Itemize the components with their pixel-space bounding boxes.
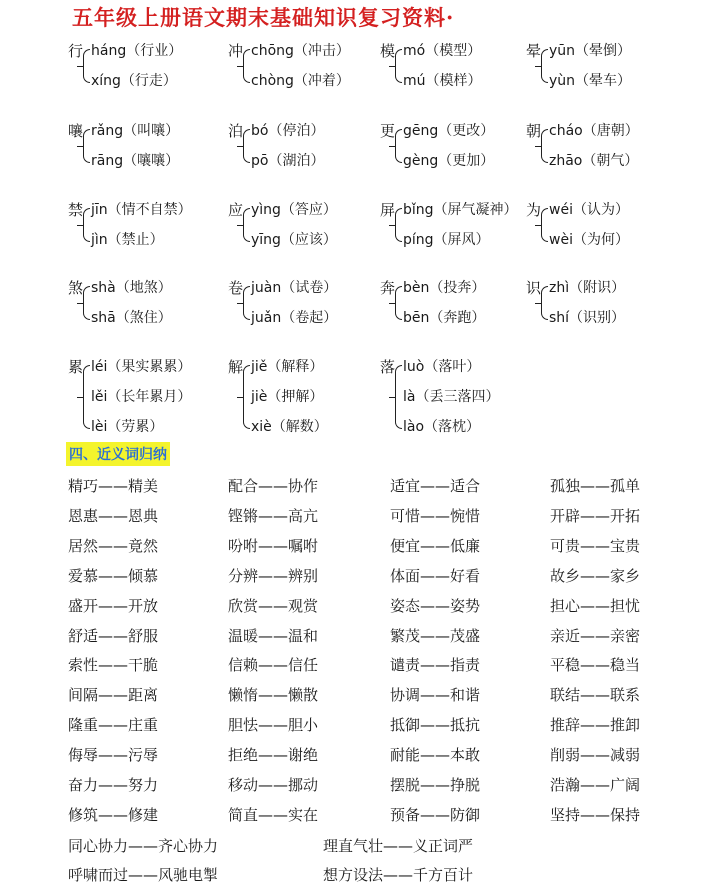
synonym-pair: 可惜——惋惜 xyxy=(390,506,481,525)
synonym-pair: 居然——竟然 xyxy=(68,536,159,555)
polyphone-reading: yūn（晕倒） xyxy=(549,43,632,59)
synonym-pair: 间隔——距离 xyxy=(68,686,159,705)
polyphone-reading: lèi（劳累） xyxy=(91,419,164,435)
polyphone-reading: luò（落叶） xyxy=(403,359,481,375)
polyphone-reading: xíng（行走） xyxy=(91,73,177,89)
synonym-pair: 削弱——减弱 xyxy=(550,746,641,765)
synonym-pair: 修筑——修建 xyxy=(68,805,159,824)
synonym-pair: 孤独——孤单 xyxy=(550,477,641,495)
brace-icon xyxy=(395,129,402,163)
synonym-pair: 舒适——舒服 xyxy=(68,626,159,645)
polyphone-char: 晕 xyxy=(526,42,542,60)
polyphone-reading: wèi（为何） xyxy=(549,232,629,248)
brace-icon xyxy=(243,129,250,163)
brace-icon xyxy=(83,286,90,320)
synonym-pair: 推辞——推卸 xyxy=(550,716,641,735)
synonym-pair: 亲近——亲密 xyxy=(550,626,641,645)
polyphone-reading: mú（模样） xyxy=(403,73,482,89)
polyphone-reading: yìng（答应） xyxy=(251,202,337,218)
polyphone-char: 模 xyxy=(380,42,396,60)
synonym-pair: 体面——好看 xyxy=(390,566,481,585)
brace-icon xyxy=(395,365,402,429)
polyphone-char: 为 xyxy=(526,201,542,219)
polyphone-reading: jīn（情不自禁） xyxy=(91,202,192,218)
synonym-pair: 索性——干脆 xyxy=(68,656,159,675)
polyphone-reading: rāng（嚷嚷） xyxy=(91,153,180,169)
polyphone-reading: mó（模型） xyxy=(403,43,482,59)
polyphone-reading: gēng（更改） xyxy=(403,123,495,139)
brace-icon xyxy=(83,49,90,83)
brace-icon xyxy=(541,129,548,163)
polyphone-reading: shà（地煞） xyxy=(91,280,172,296)
polyphone-reading: là（丢三落四） xyxy=(403,389,500,405)
synonym-pair: 吩咐——嘱咐 xyxy=(228,536,319,555)
brace-icon xyxy=(83,208,90,242)
synonym-pair: 信赖——信任 xyxy=(228,656,319,675)
polyphone-char: 累 xyxy=(68,358,84,376)
polyphone-reading: jìn（禁止） xyxy=(91,232,164,248)
synonym-pair: 侮辱——污辱 xyxy=(68,746,159,765)
polyphone-reading: lěi（长年累月） xyxy=(91,389,192,405)
synonym-pair: 担心——担忧 xyxy=(550,596,641,615)
brace-icon xyxy=(83,129,90,163)
brace-icon xyxy=(541,208,548,242)
polyphone-char: 禁 xyxy=(68,201,84,219)
polyphone-reading: háng（行业） xyxy=(91,43,183,59)
synonym-pair: 便宜——低廉 xyxy=(390,536,481,555)
polyphone-reading: bó（停泊） xyxy=(251,123,325,139)
synonym-pair: 耐能——本敢 xyxy=(390,746,481,765)
synonym-pair: 协调——和谐 xyxy=(390,686,481,705)
polyphone-reading: rǎng（叫嚷） xyxy=(91,123,180,139)
brace-icon xyxy=(541,286,548,320)
synonym-pair: 简直——实在 xyxy=(228,805,319,824)
synonym-pair: 摆脱——挣脱 xyxy=(390,776,481,794)
brace-icon xyxy=(243,365,250,429)
synonym-pair: 抵御——抵抗 xyxy=(390,716,481,735)
polyphone-reading: lào（落枕） xyxy=(403,419,481,435)
polyphone-char: 煞 xyxy=(68,279,84,297)
brace-icon xyxy=(395,49,402,83)
brace-icon xyxy=(243,208,250,242)
synonym-pair: 胆怯——胆小 xyxy=(228,716,319,735)
polyphone-reading: zhì（附识） xyxy=(549,280,626,296)
synonym-pair: 配合——协作 xyxy=(228,477,319,495)
synonym-pair: 拒绝——谢绝 xyxy=(228,746,319,765)
synonym-pair: 精巧——精美 xyxy=(68,477,159,495)
synonym-pair: 繁茂——茂盛 xyxy=(390,626,481,645)
section-heading-synonyms: 四、近义词归纳 xyxy=(66,442,170,466)
polyphone-reading: píng（屏风） xyxy=(403,232,490,248)
synonym-pair: 分辨——辨别 xyxy=(228,566,319,585)
synonym-pair: 联结——联系 xyxy=(550,686,641,705)
synonym-pair: 浩瀚——广阔 xyxy=(550,776,641,794)
brace-icon xyxy=(83,365,90,429)
page-title: 五年级上册语文期末基础知识复习资料· xyxy=(72,5,455,30)
idiom-pair: 同心协力——齐心协力 xyxy=(68,837,219,855)
polyphone-reading: juàn（试卷） xyxy=(251,280,338,296)
polyphone-char: 泊 xyxy=(228,122,244,140)
polyphone-reading: shā（煞住） xyxy=(91,310,172,326)
polyphone-reading: jiě（解释） xyxy=(251,359,324,375)
polyphone-char: 解 xyxy=(228,358,244,376)
polyphone-char: 落 xyxy=(380,358,396,376)
polyphone-reading: bēn（奔跑） xyxy=(403,310,486,326)
synonym-pair: 移动——挪动 xyxy=(228,776,319,794)
polyphone-char: 屏 xyxy=(380,201,396,219)
synonym-pair: 适宜——适合 xyxy=(390,477,481,495)
synonym-pair: 平稳——稳当 xyxy=(550,656,641,675)
idiom-pair: 想方设法——千方百计 xyxy=(323,866,474,884)
synonym-pair: 懒惰——懒散 xyxy=(228,686,319,705)
synonym-pair: 预备——防御 xyxy=(390,805,481,824)
polyphone-reading: shí（识别） xyxy=(549,310,626,326)
synonym-pair: 爱慕——倾慕 xyxy=(68,566,159,585)
polyphone-reading: bǐng（屏气凝神） xyxy=(403,202,518,218)
synonym-pair: 姿态——姿势 xyxy=(390,596,481,615)
synonym-pair: 奋力——努力 xyxy=(68,776,159,794)
polyphone-char: 嚷 xyxy=(68,122,84,140)
synonym-pair: 恩惠——恩典 xyxy=(68,506,159,525)
synonym-pair: 谴责——指责 xyxy=(390,656,481,675)
synonym-pair: 欣赏——观赏 xyxy=(228,596,319,615)
synonym-pair: 盛开——开放 xyxy=(68,596,159,615)
polyphone-reading: xiè（解数） xyxy=(251,419,328,435)
polyphone-char: 应 xyxy=(228,201,244,219)
polyphone-reading: zhāo（朝气） xyxy=(549,153,639,169)
synonym-pair: 故乡——家乡 xyxy=(550,566,641,585)
polyphone-reading: léi（果实累累） xyxy=(91,359,192,375)
polyphone-reading: jiè（押解） xyxy=(251,389,324,405)
synonym-pair: 坚持——保持 xyxy=(550,805,641,824)
polyphone-reading: chōng（冲击） xyxy=(251,43,350,59)
polyphone-reading: bèn（投奔） xyxy=(403,280,486,296)
polyphone-reading: yīng（应该） xyxy=(251,232,337,248)
polyphone-char: 行 xyxy=(68,42,84,60)
idiom-pair: 呼啸而过——风驰电掣 xyxy=(68,866,219,884)
synonym-pair: 温暖——温和 xyxy=(228,626,319,645)
polyphone-char: 更 xyxy=(380,122,396,140)
synonym-pair: 铿锵——高亢 xyxy=(228,506,319,525)
idiom-pair: 理直气壮——义正词严 xyxy=(323,837,474,855)
synonym-pair: 隆重——庄重 xyxy=(68,716,159,735)
polyphone-char: 冲 xyxy=(228,42,244,60)
synonym-pair: 可贵——宝贵 xyxy=(550,536,641,555)
polyphone-reading: yùn（晕车） xyxy=(549,73,632,89)
brace-icon xyxy=(243,286,250,320)
polyphone-reading: chòng（冲着） xyxy=(251,73,350,89)
brace-icon xyxy=(541,49,548,83)
polyphone-reading: pō（湖泊） xyxy=(251,153,325,169)
polyphone-reading: gèng（更加） xyxy=(403,153,495,169)
synonym-pair: 开辟——开拓 xyxy=(550,506,641,525)
brace-icon xyxy=(395,286,402,320)
polyphone-char: 朝 xyxy=(526,122,542,140)
polyphone-reading: juǎn（卷起） xyxy=(251,310,338,326)
polyphone-char: 识 xyxy=(526,279,542,297)
polyphone-reading: cháo（唐朝） xyxy=(549,123,639,139)
polyphone-char: 奔 xyxy=(380,279,396,297)
polyphone-reading: wéi（认为） xyxy=(549,202,629,218)
polyphone-char: 卷 xyxy=(228,279,244,297)
brace-icon xyxy=(395,208,402,242)
brace-icon xyxy=(243,49,250,83)
